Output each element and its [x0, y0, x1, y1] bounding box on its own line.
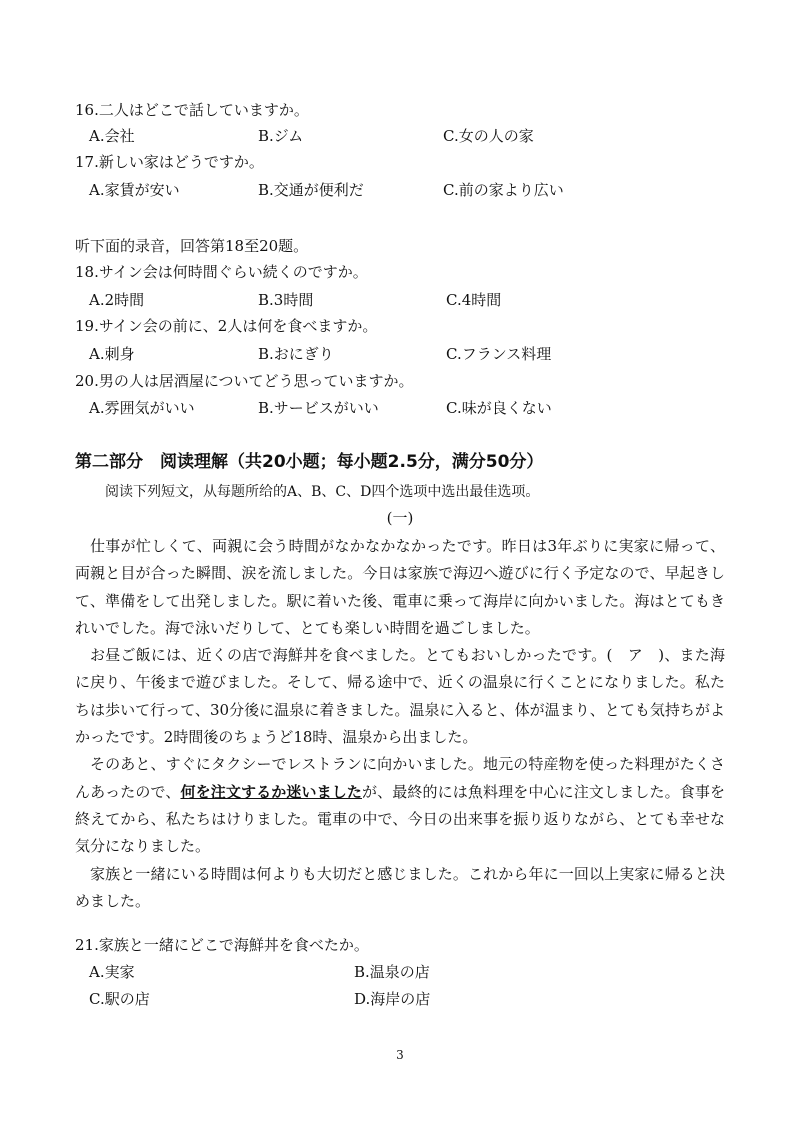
passage-paragraph-1: 仕事が忙しくて、両親に会う時間がなかなかなかったです。昨日は3年ぶりに実家に帰って、両親と目が合った瞬間、涙を流しました。今日は家族で海辺へ遊びに行く予定なので、早起きして、準備をして出発しました。駅に着いた後、電車に乗って海岸に向かいました。海はとてもきれいでした。海で泳いだりして、とても楽しい時間を過ごしました。: [75, 537, 725, 637]
question-17: 17.新しい家はどうですか。: [75, 153, 264, 171]
page-number: 3: [396, 1048, 404, 1062]
q20-option-c: C.味が良くない: [446, 399, 552, 417]
q16-option-c: C.女の人の家: [443, 127, 534, 145]
q19-option-b: B.おにぎり: [258, 345, 334, 363]
part2-instruction: 阅读下列短文，从每题所给的A、B、C、D四个选项中选出最佳选项。: [105, 484, 540, 500]
q18-option-b: B.3時間: [258, 291, 314, 309]
passage-paragraph-3: [75, 751, 725, 860]
q19-option-a: A.刺身: [89, 345, 135, 363]
q20-option-a: A.雰囲気がいい: [89, 399, 195, 417]
q21-option-d: D.海岸の店: [354, 990, 431, 1008]
part2-heading: 第二部分 阅读理解（共20小题；每小题2.5分，满分50分）: [75, 452, 544, 472]
question-16: 16.二人はどこで話していますか。: [75, 101, 309, 119]
passage-paragraph-4: 家族と一緒にいる時間は何よりも大切だと感じました。これから年に一回以上実家に帰ると決めました。: [75, 864, 725, 910]
passage-paragraph-2: お昼ご飯には、近くの店で海鮮丼を食べました。とてもおいしかったです。( ア )、また海に戻り、午後まで遊びました。そして、帰る途中で、近くの温泉に行くことになりました。私たちは歩いて行って、30分後に温泉に着きました。温泉に入ると、体が温まり、とても気持ちがよかったです。2時間後のちょうど18時、温泉から出ました。: [75, 646, 725, 747]
underlined-phrase: 何を注文するか迷いました: [180, 782, 362, 801]
passage-p3-before: そのあと、すぐにタクシーでレストランに向かいました。地元の特産物を使った料理がたくさんあったので、: [75, 755, 725, 801]
section-number: (一): [386, 509, 414, 527]
q17-option-b: B.交通が便利だ: [258, 181, 364, 199]
q21-option-b: B.温泉の店: [354, 963, 430, 981]
question-18: 18.サイン会は何時間ぐらい続くのですか。: [75, 263, 368, 281]
question-19: 19.サイン会の前に、2人は何を食べますか。: [75, 317, 378, 335]
q21-option-a: A.実家: [89, 963, 135, 981]
q17-option-c: C.前の家より広い: [443, 181, 564, 199]
q17-option-a: A.家賃が安い: [89, 181, 180, 199]
q18-option-c: C.4時間: [446, 291, 502, 309]
question-21: 21.家族と一緒にどこで海鮮丼を食べたか。: [75, 936, 369, 954]
q21-option-c: C.駅の店: [89, 990, 150, 1008]
question-20: 20.男の人は居酒屋についてどう思っていますか。: [75, 372, 414, 390]
passage-p3-after: が、最終的には魚料理を中心に注文しました。食事を終えてから、私たちはけりました。電車の中で、今日の出来事を振り返りながら、とても幸せな気分になりました。: [75, 782, 725, 856]
q16-option-b: B.ジム: [258, 127, 304, 145]
q16-option-a: A.会社: [89, 127, 135, 145]
listening-instruction: 听下面的录音，回答第18至20题。: [75, 237, 309, 255]
q18-option-a: A.2時間: [89, 291, 145, 309]
reading-passage: [75, 533, 725, 915]
q19-option-c: C.フランス料理: [446, 345, 552, 363]
q20-option-b: B.サービスがいい: [258, 399, 379, 417]
